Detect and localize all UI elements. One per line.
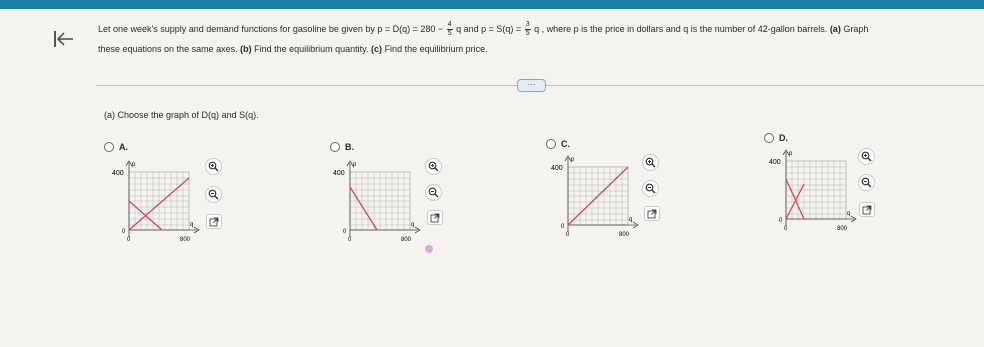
x-max-tick-label: 800 xyxy=(837,226,848,232)
popout-icon[interactable] xyxy=(427,210,443,225)
x-axis-label: q xyxy=(411,222,415,228)
origin-y-label: 0 xyxy=(779,218,783,224)
option-b-radio[interactable] xyxy=(330,142,354,152)
part-b-text: Find the equilibrium quantity. xyxy=(254,44,369,54)
option-a-radio[interactable] xyxy=(104,142,128,152)
x-axis-label: q xyxy=(190,222,194,228)
x-axis-label: q xyxy=(629,217,633,223)
x-max-tick-label: 800 xyxy=(180,237,191,243)
question-line2: these equations on the same axes. xyxy=(98,44,238,54)
radio-circle[interactable] xyxy=(546,139,556,149)
y-max-tick-label: 400 xyxy=(112,170,124,177)
option-c-graph xyxy=(549,152,644,242)
y-axis-label: p xyxy=(132,162,136,168)
zoom-in-icon[interactable] xyxy=(642,154,659,171)
y-max-tick-label: 400 xyxy=(769,159,781,166)
y-axis-label: p xyxy=(789,151,793,157)
y-max-tick-label: 400 xyxy=(333,170,345,177)
option-b-label: B. xyxy=(345,142,354,152)
zoom-out-icon[interactable] xyxy=(425,184,442,201)
zoom-out-icon[interactable] xyxy=(642,180,659,197)
option-a-label: A. xyxy=(119,142,128,152)
graph-axes xyxy=(783,150,856,226)
zoom-out-icon[interactable] xyxy=(858,174,875,191)
radio-circle[interactable] xyxy=(104,142,114,152)
graph-grid xyxy=(129,172,189,230)
graph-grid xyxy=(786,161,846,219)
option-d-graph xyxy=(767,146,862,236)
part-a-marker: (a) xyxy=(829,24,841,34)
zoom-in-icon[interactable] xyxy=(205,158,222,175)
zoom-in-icon[interactable] xyxy=(425,158,442,175)
option-c-radio[interactable] xyxy=(546,139,570,149)
x-axis-label: q xyxy=(847,211,851,217)
zoom-in-icon[interactable] xyxy=(858,148,875,165)
fraction-four-fifths: $\frac{4}{5}$ xyxy=(447,21,452,38)
popout-icon[interactable] xyxy=(859,202,875,217)
y-max-tick-label: 400 xyxy=(551,165,563,172)
origin-y-label: 0 xyxy=(343,229,347,235)
demand-line xyxy=(350,187,377,230)
part-a-prompt: (a) Choose the graph of D(q) and S(q). xyxy=(104,110,259,120)
option-a-graph xyxy=(110,157,205,247)
cursor-indicator xyxy=(425,245,433,253)
part-b-marker: (b) xyxy=(240,44,252,54)
fraction-three-fifths: $\frac{3}{5}$ xyxy=(525,21,530,38)
question-text xyxy=(98,19,966,59)
origin-x-label: 0 xyxy=(784,226,788,232)
x-max-tick-label: 800 xyxy=(619,232,630,238)
question-rest: q , where p is the price in dollars and q is the number of 42-gallon barrels. xyxy=(534,24,828,34)
question-intro: Let one week's supply and demand functions for gasoline be given by p = D(q) = 280 − xyxy=(98,24,444,34)
origin-x-label: 0 xyxy=(127,237,131,243)
top-header-bar xyxy=(0,0,984,9)
graph-prompt: Graph xyxy=(843,24,869,34)
option-d-label: D. xyxy=(779,133,788,143)
zoom-out-icon[interactable] xyxy=(205,186,222,203)
part-c-marker: (c) xyxy=(371,44,383,54)
origin-y-label: 0 xyxy=(122,229,126,235)
radio-circle[interactable] xyxy=(330,142,340,152)
origin-x-label: 0 xyxy=(348,237,352,243)
y-axis-label: p xyxy=(353,162,357,168)
question-mid: q and p = S(q) = xyxy=(456,24,522,34)
origin-y-label: 0 xyxy=(561,224,565,230)
x-max-tick-label: 800 xyxy=(401,237,412,243)
popout-icon[interactable] xyxy=(206,214,222,229)
option-d-radio[interactable] xyxy=(764,133,788,143)
expand-more-button[interactable]: ⋯ xyxy=(517,79,546,92)
back-to-start-icon[interactable] xyxy=(52,28,76,50)
option-c-label: C. xyxy=(561,139,570,149)
origin-x-label: 0 xyxy=(566,232,570,238)
y-axis-label: p xyxy=(571,157,575,163)
radio-circle[interactable] xyxy=(764,133,774,143)
popout-icon[interactable] xyxy=(644,206,660,221)
part-c-text: Find the equilibrium price. xyxy=(384,44,488,54)
graph-axes xyxy=(126,161,199,237)
option-b-graph xyxy=(331,157,426,247)
